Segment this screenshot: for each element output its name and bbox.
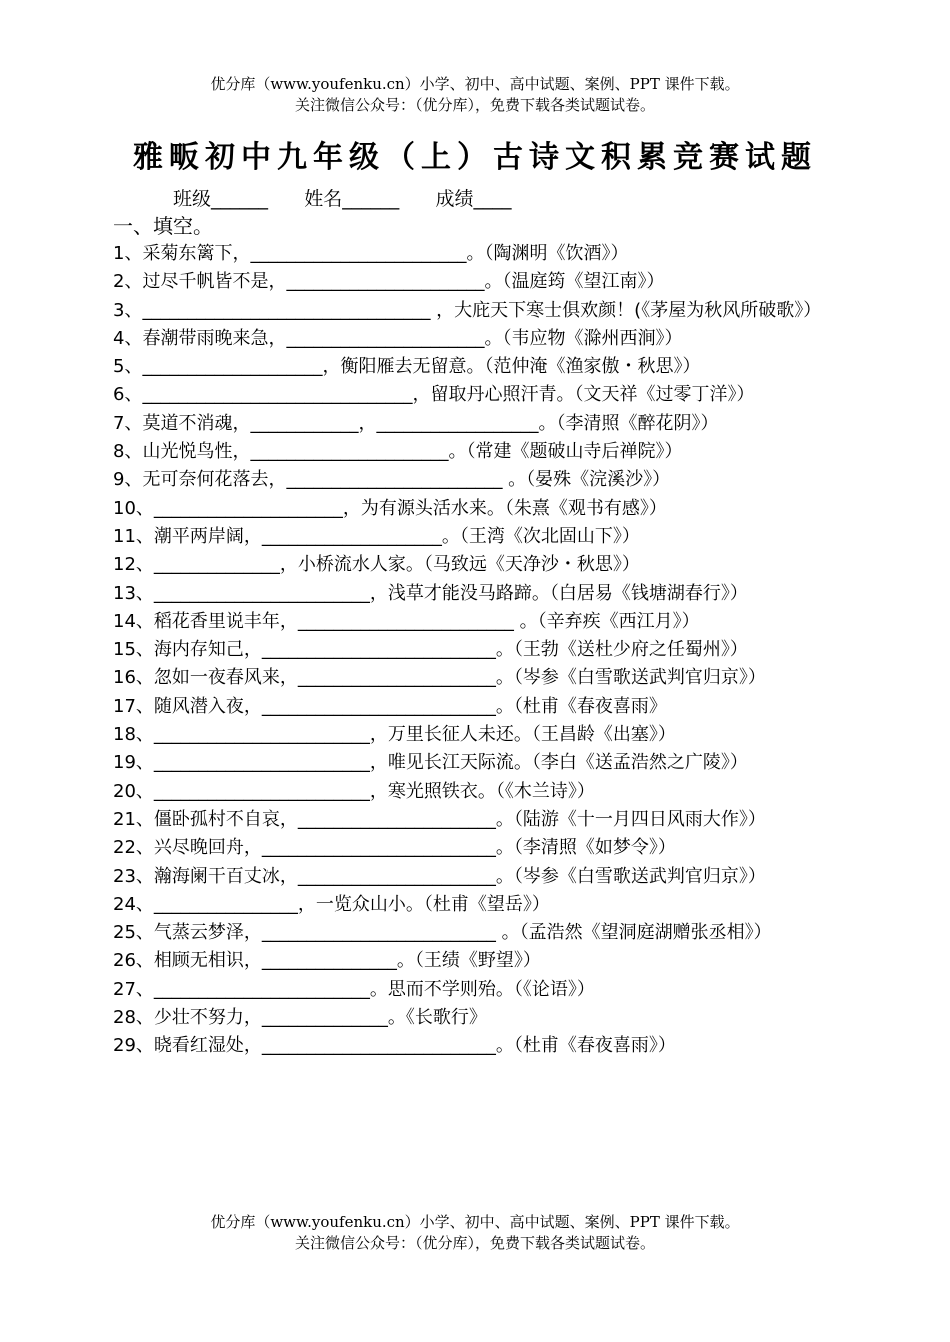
question-item: 17、随风潜入夜，__________________________。（杜甫《春夜喜雨》 xyxy=(113,695,667,717)
question-item: 19、________________________，唯见长江天际流。（李白《送孟浩然之广陵》） xyxy=(113,752,748,774)
question-item: 2、过尽千帆皆不是，______________________。（温庭筠《望江南》） xyxy=(113,271,665,293)
question-item: 9、无可奈何花落去，________________________ 。（晏殊《浣溪沙》） xyxy=(113,469,671,491)
question-item: 1、采菊东篱下，________________________。（陶渊明《饮酒》） xyxy=(113,243,629,264)
question-item: 29、晓看红湿处，__________________________。（杜甫《春夜喜雨》） xyxy=(113,1035,676,1057)
question-item: 18、________________________，万里长征人未还。（王昌龄《出塞》） xyxy=(113,724,676,746)
score-field: 成绩____ xyxy=(435,188,512,210)
question-item: 3、________________________________ ，大庇天下寒士俱欢颜！(《茅屋为秋风所破歌》） xyxy=(113,299,822,321)
header-line-1: 优分库（www.youfenku.cn）小学、初中、高中试题、案例、PPT 课件下载。 xyxy=(210,75,740,93)
question-item: 11、潮平两岸阔，____________________。（王湾《次北固山下》） xyxy=(113,525,640,547)
question-item: 14、稻花香里说丰年，________________________ 。（辛弃疾《西江月》） xyxy=(113,610,700,632)
question-item: 24、________________，一览众山小。（杜甫《望岳》） xyxy=(113,893,550,915)
header-line-2: 关注微信公众号：（优分库），免费下载各类试题试卷。 xyxy=(294,96,655,114)
question-item: 13、________________________，浅草才能没马路蹄。（白居易《钱塘湖春行》） xyxy=(113,582,748,604)
question-item: 4、春潮带雨晚来急，______________________。（韦应物《滁州西涧》） xyxy=(113,327,683,349)
question-item: 16、忽如一夜春风来，______________________。（岑参《白雪歌送武判官归京》） xyxy=(113,667,766,689)
page-header xyxy=(0,74,950,116)
footer-line-1: 优分库（www.youfenku.cn）小学、初中、高中试题、案例、PPT 课件下载。 xyxy=(210,1213,740,1231)
name-field: 姓名______ xyxy=(304,188,400,210)
question-item: 26、相顾无相识，_______________。（王绩《野望》） xyxy=(113,950,541,972)
question-item: 15、海内存知己，__________________________。（王勃《送杜少府之任蜀州》） xyxy=(113,639,748,661)
question-item: 25、气蒸云梦泽，__________________________ 。（孟浩然《望洞庭湖赠张丞相》） xyxy=(113,922,772,944)
page-title: 雅畈初中九年级（上）古诗文积累竞赛试题 xyxy=(133,140,817,175)
question-item: 20、________________________，寒光照铁衣。（《木兰诗》） xyxy=(113,780,595,802)
question-item: 22、兴尽晚回舟，__________________________。（李清照《如梦令》） xyxy=(113,837,676,859)
question-item: 5、____________________，衡阳雁去无留意。（范仲淹《渔家傲・秋思》） xyxy=(113,356,701,378)
question-item: 8、山光悦鸟性，______________________。（常建《题破山寺后禅院》） xyxy=(113,441,683,463)
page-footer xyxy=(0,1212,950,1254)
section-title: 一、填空。 xyxy=(113,214,213,238)
question-item: 12、______________，小桥流水人家。（马致远《天净沙・秋思》） xyxy=(113,554,640,576)
question-item: 21、僵卧孤村不自哀，______________________。（陆游《十一月四日风雨大作》） xyxy=(113,808,766,830)
question-item: 7、莫道不消魂，____________，__________________。（李清照《醉花阴》） xyxy=(113,412,719,434)
question-item: 28、少壮不努力，______________。《长歌行》 xyxy=(113,1007,487,1029)
question-item: 10、_____________________，为有源头活水来。（朱熹《观书有感》） xyxy=(113,497,667,519)
question-item: 23、瀚海阑干百丈冰，______________________。（岑参《白雪歌送武判官归京》） xyxy=(113,865,766,887)
question-list xyxy=(113,240,843,1061)
footer-line-2: 关注微信公众号：（优分库），免费下载各类试题试卷。 xyxy=(294,1234,655,1252)
question-item: 6、______________________________，留取丹心照汗青。（文天祥《过零丁洋》） xyxy=(113,384,755,406)
question-item: 27、________________________。思而不学则殆。（《论语》） xyxy=(113,978,595,1000)
class-field: 班级______ xyxy=(173,188,269,210)
student-info-row xyxy=(173,184,512,211)
